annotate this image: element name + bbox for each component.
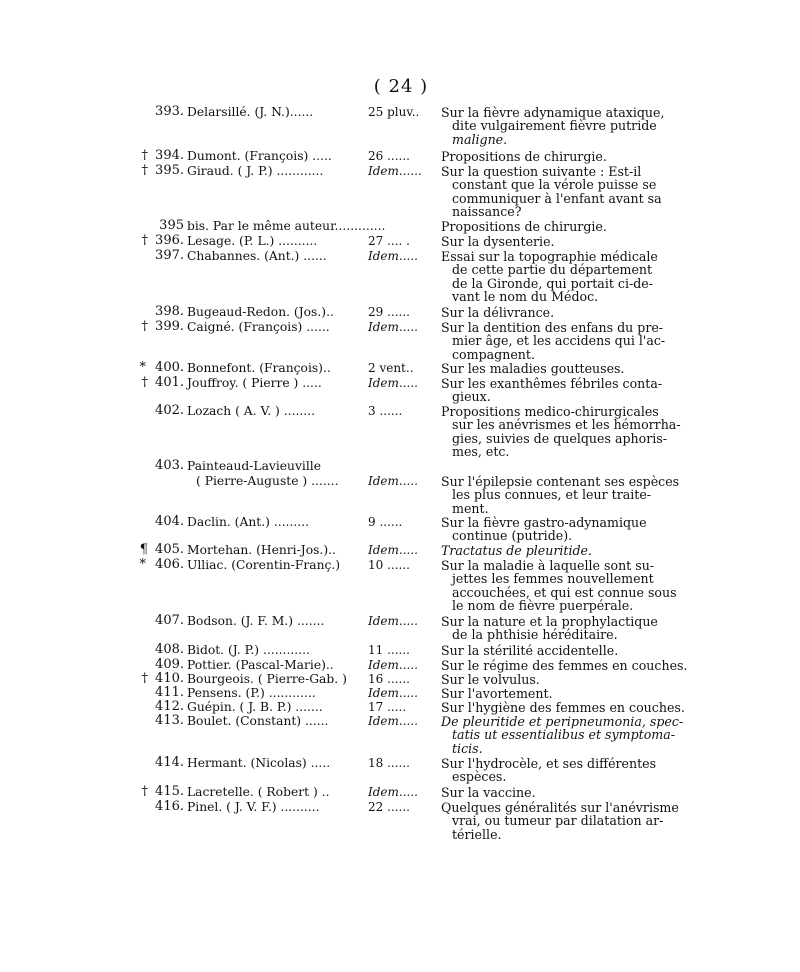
entry-date: Idem..... [368,376,418,390]
subject-line: sur les anévrismes et les hémorrha- [452,417,681,433]
entry-number: 397. [155,248,184,263]
entry-date: 27 .... . [368,234,410,248]
subject-line: Sur le volvulus. [441,672,540,687]
entry-author: Bonnefont. (François).. [187,361,331,375]
subject-line: De pleuritide et peripneumonia, spec- [441,714,684,729]
subject-line: gies, suivies de quelques aphoris- [452,430,667,446]
subject-line: les plus connues, et leur traite- [452,487,652,503]
entry-number: 400. [155,360,184,375]
entry-subject [441,558,677,614]
entry-subject [441,714,684,756]
subject-line: dite vulgairement fièvre putride [452,118,657,134]
subject-line: Propositions de chirurgie. [441,219,607,234]
entry-number: 409. [155,657,184,672]
entry-subject [441,404,681,460]
entry-number: 404. [155,514,184,529]
entry-subject [441,306,663,319]
subject-line: Sur la vaccine. [441,785,536,800]
entry-number: 396. [155,233,184,248]
entry-subject [441,235,663,248]
entry-number: 407. [155,613,184,628]
subject-line: naissance? [452,204,522,220]
entry-mark: † [141,671,148,686]
entry-mark: † [141,233,148,248]
entry-date: 29 ...... [368,305,410,319]
subject-line: maligne. [452,131,508,147]
subject-line: Sur la dentition des enfans du pre- [441,320,664,335]
subject-line: Sur l'hydrocèle, et ses différentes [441,756,657,771]
entry-subject [441,106,663,146]
entry-date: Idem..... [368,249,418,263]
subject-line: compagnent. [452,346,535,362]
entry-author: Pinel. ( J. V. F.) .......... [187,800,320,814]
entry-subject [441,320,666,362]
entry-author: Bourgeois. ( Pierre-Gab. ) [187,672,347,686]
entry-author: Daclin. (Ant.) ......... [187,515,310,529]
entry-number: 394. [155,148,184,163]
entry-date: Idem..... [368,320,418,334]
entry-date: Idem..... [368,686,418,700]
subject-line: Sur la maladie à laquelle sont su- [441,558,655,573]
entry-date: 3 ...... [368,404,403,418]
subject-line: vrai, ou tumeur par dilatation ar- [452,813,664,829]
entry-subject [441,673,663,686]
entry-mark: ¶ [139,542,148,557]
entry-mark: † [141,375,148,390]
subject-line: tatis ut essentialibus et symptoma- [452,727,675,743]
entry-mark: † [141,148,148,163]
entry-author: Caigné. (François) ...... [187,320,330,334]
entry-number: 398. [155,304,184,319]
subject-line: Essai sur la topographie médicale [441,249,658,264]
subject-line: ment. [452,500,489,516]
entry-mark: * [139,557,146,572]
subject-line: Sur le régime des femmes en couches. [441,658,688,673]
entry-author: Bidot. (J. P.) ............ [187,643,310,657]
entry-subject [441,615,663,642]
entry-date: 22 ...... [368,800,410,814]
entry-number: 411. [155,685,184,700]
entry-subject [441,516,663,543]
entry-date: 18 ...... [368,756,410,770]
entry-date: Idem..... [368,614,418,628]
subject-line: Sur la question suivante : Est-il [441,164,642,179]
subject-line: Propositions de chirurgie. [441,149,607,164]
entry-author: Painteaud-Lavieuville [187,459,321,473]
entry-number: 399. [155,319,184,334]
entry-subject [441,150,663,163]
subject-line: térielle. [452,826,502,842]
entry-date: 9 ...... [368,515,403,529]
entry-author: Giraud. ( J. P.) ............ [187,164,324,178]
entry-subject [441,362,663,375]
entry-number: 395 [159,218,184,233]
entry-author: Boulet. (Constant) ...... [187,714,329,728]
entry-number: 413. [155,713,184,728]
subject-line: Sur l'épilepsie contenant ses espèces [441,474,680,489]
subject-line: vant le nom du Médoc. [452,289,599,305]
entry-mark: † [141,163,148,178]
entry-date: 17 ..... [368,700,407,714]
entry-author: Dumont. (François) ..... [187,149,332,163]
subject-line: Sur la nature et la prophylactique [441,614,658,629]
entry-author: Hermant. (Nicolas) ..... [187,756,331,770]
entry-subject [441,757,663,784]
entry-date: Idem..... [368,543,418,557]
entry-author: Delarsillé. (J. N.)...... [187,105,314,119]
entry-subject [441,700,685,715]
entry-subject [441,165,663,219]
subject-line: espèces. [452,769,507,785]
subject-line: Quelques généralités sur l'anévrisme [441,800,679,815]
subject-line: ticis. [452,740,483,756]
subject-line: Sur la stérilité accidentelle. [441,643,619,658]
entry-date: 26 ...... [368,149,410,163]
entry-subject [441,687,663,700]
entry-mark: † [141,319,148,334]
entry-number: 414. [155,755,184,770]
entry-number: 416. [155,799,184,814]
subject-line: Sur la fièvre gastro-adynamique [441,515,647,530]
subject-line: Sur l'hygiène des femmes en couches. [441,700,685,715]
subject-line: Sur la dysenterie. [441,234,555,249]
entry-date: 2 vent.. [368,361,414,375]
subject-line: Tractatus de pleuritide. [441,543,593,558]
entry-date: Idem...... [368,164,422,178]
entry-date: 11 ...... [368,643,410,657]
subject-line: Sur les maladies goutteuses. [441,361,625,376]
entry-number: 401. [155,375,184,390]
entry-date: 10 ...... [368,558,410,572]
entry-author: Chabannes. (Ant.) ...... [187,249,327,263]
subject-line: Sur les exanthêmes fébriles conta- [441,376,663,391]
entry-mark: † [141,784,148,799]
entry-subject [441,800,679,842]
entry-author: Bugeaud-Redon. (Jos.).. [187,305,334,319]
entry-mark: * [139,360,146,375]
entry-author: Mortehan. (Henri-Jos.).. [187,543,336,557]
entry-subject [441,786,663,799]
entry-number: 393. [155,104,184,119]
entry-number: 412. [155,699,184,714]
entry-subject [441,377,663,404]
subject-line: jettes les femmes nouvellement [452,571,654,587]
entry-author: bis. Par le même auteur............. [187,219,386,233]
entry-date: Idem..... [368,714,418,728]
subject-line: communiquer à l'enfant avant sa [452,190,662,206]
subject-line: continue (putride). [452,528,573,544]
entry-number: 406. [155,557,184,572]
entry-number: 402. [155,403,184,418]
subject-line: Sur la fièvre adynamique ataxique, [441,105,665,120]
subject-line: Propositions medico-chirurgicales [441,404,659,419]
entry-number: 410. [155,671,184,686]
subject-line: de la Gironde, qui portait ci-de- [452,275,654,291]
entry-author: Ulliac. (Corentin-Franç.) [187,558,341,572]
subject-line: mier âge, et les accidens qui l'ac- [452,333,666,349]
entry-number: 408. [155,642,184,657]
entry-author: Jouffroy. ( Pierre ) ..... [187,376,322,390]
subject-line: de la phthisie héréditaire. [452,627,618,643]
entry-subject [441,658,688,673]
subject-line: constant que la vérole puisse se [452,177,657,193]
entry-number: 415. [155,784,184,799]
entry-date: 25 pluv.. [368,105,420,119]
subject-line: accouchées, et qui est connue sous [452,584,677,600]
entry-subject [441,474,680,516]
entry-author: ( Pierre-Auguste ) ....... [196,474,339,488]
entry-author: Lesage. (P. L.) .......... [187,234,318,248]
entry-subject [441,644,663,657]
entry-author: Lacretelle. ( Robert ) .. [187,785,330,799]
subject-line: gieux. [452,389,491,405]
entry-date: Idem..... [368,658,418,672]
entry-author: Pensens. (P.) ............ [187,686,316,700]
entry-date: 16 ...... [368,672,410,686]
entry-date: Idem..... [368,785,418,799]
entry-subject [441,250,663,304]
entry-number: 403. [155,458,184,473]
entry-subject [441,220,663,233]
entry-number: 395. [155,163,184,178]
entry-author: Pottier. (Pascal-Marie).. [187,658,334,672]
page-number: ( 24 ) [373,76,429,97]
subject-line: Sur la délivrance. [441,305,555,320]
subject-line: mes, etc. [452,444,510,460]
subject-line: de cette partie du département [452,262,653,278]
subject-line: Sur l'avortement. [441,686,553,701]
entry-number: 405. [155,542,184,557]
subject-line: le nom de fièvre puerpérale. [452,598,634,614]
entry-author: Guépin. ( J. B. P.) ....... [187,700,323,714]
entry-subject [441,544,663,557]
entry-author: Lozach ( A. V. ) ........ [187,404,316,418]
entry-author: Bodson. (J. F. M.) ....... [187,614,325,628]
entry-date: Idem..... [368,474,418,488]
